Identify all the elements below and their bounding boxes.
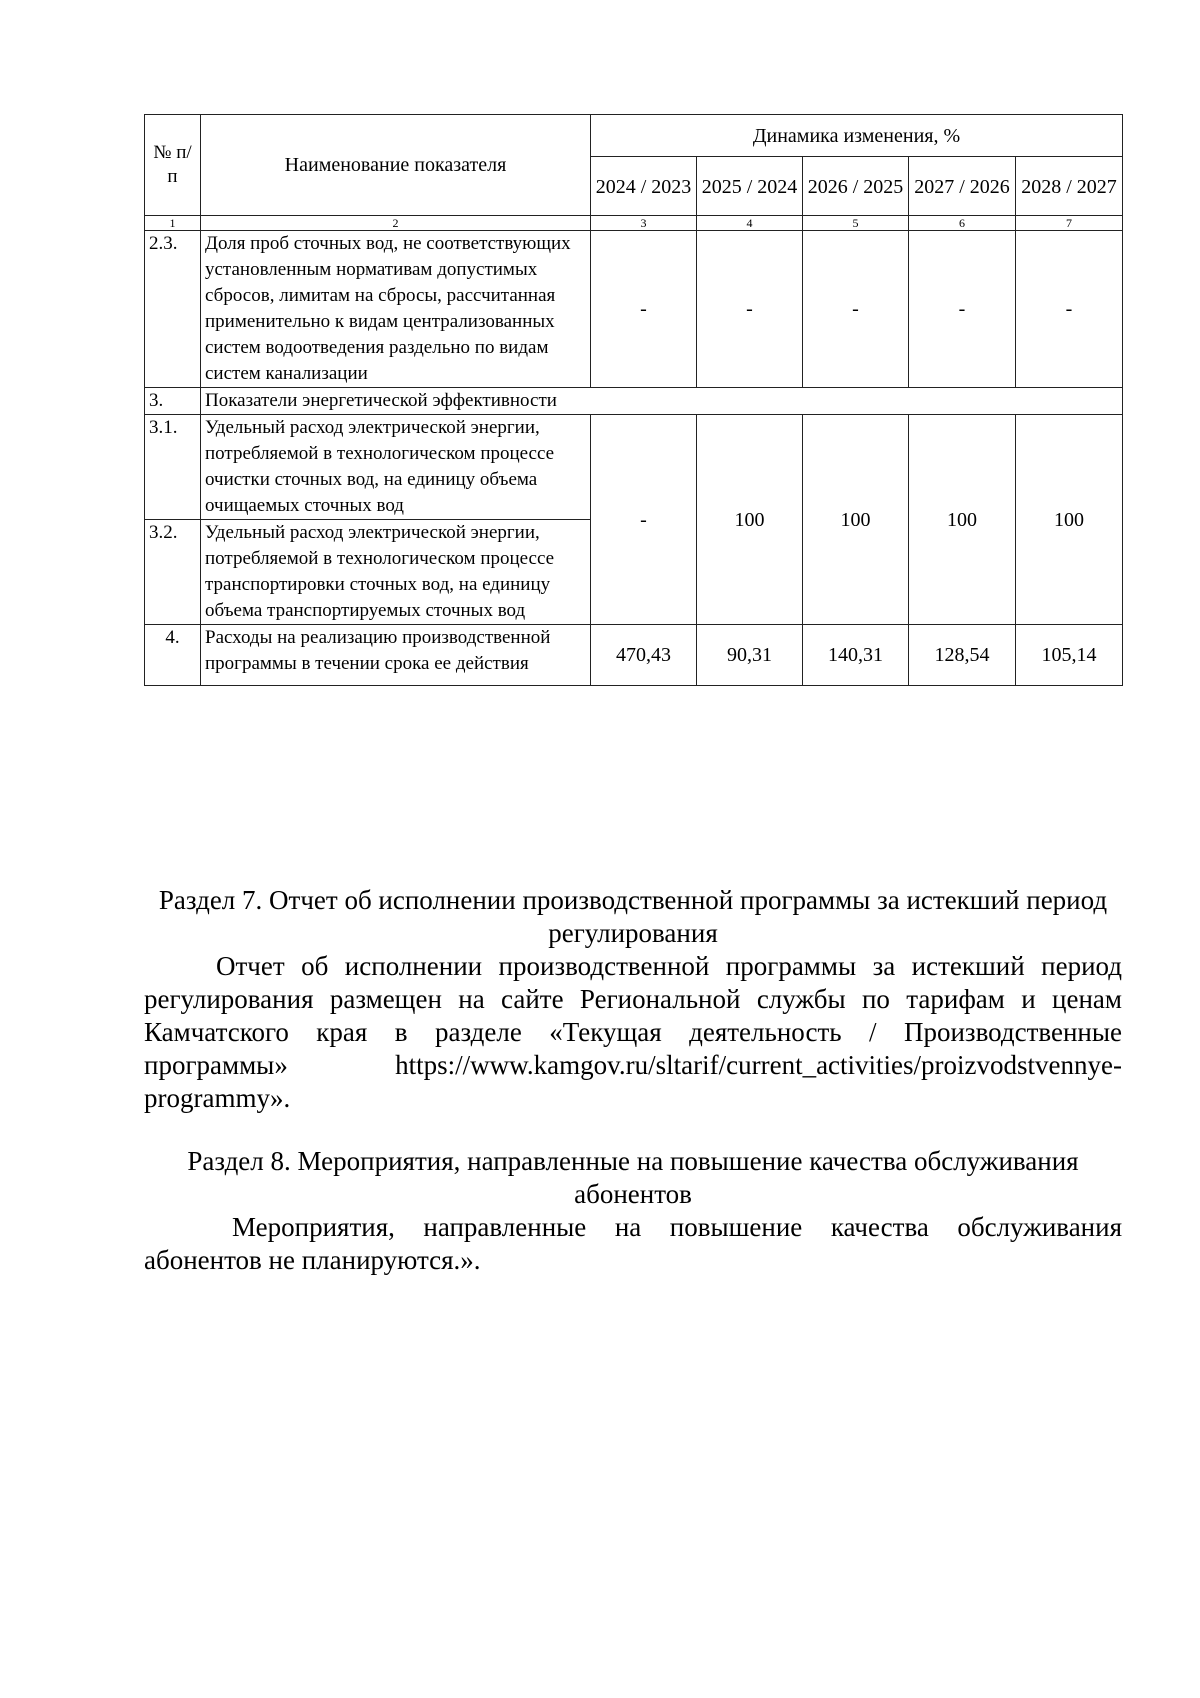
indicators-table (144, 114, 1123, 686)
section-8-title: Раздел 8. Мероприятия, направленные на повышение качества обслуживания абонентов (187, 1146, 1079, 1209)
column-number: 2 (201, 216, 591, 231)
header-year: 2024 / 2023 (591, 157, 697, 216)
column-numbers-row (145, 216, 1123, 231)
section-8-body: Мероприятия, направленные на повышение качества обслуживания абонентов не планируются.». (144, 1212, 1122, 1275)
row-value: 105,14 (1016, 625, 1123, 686)
header-year: 2028 / 2027 (1016, 157, 1123, 216)
section-7-body: Отчет об исполнении производственной программы за истекший период регулирования размещен на сайте Региональной службы по тарифам и ценам Камчатского края в разделе «Текущая деятельность / Производственные программы» https://www.kamgov.ru/sltarif/current_activities/proizvodstvennye-programmy». (144, 951, 1122, 1113)
row-value: 470,43 (591, 625, 697, 686)
table-header-row (145, 115, 1123, 157)
column-number: 7 (1016, 216, 1123, 231)
table-section-row (145, 388, 1123, 415)
row-value: 100 (697, 415, 803, 625)
table-row (145, 415, 1123, 520)
header-dynamics: Динамика изменения, % (591, 115, 1123, 157)
table-row (145, 231, 1123, 388)
row-value: - (591, 231, 697, 388)
header-name: Наименование показателя (201, 115, 591, 216)
row-value: 100 (803, 415, 909, 625)
row-number: 4. (145, 625, 201, 686)
section-7-title: Раздел 7. Отчет об исполнении производственной программы за истекший период регулирования (158, 885, 1108, 948)
column-number: 1 (145, 216, 201, 231)
table-row (145, 625, 1123, 686)
row-number: 3.2. (145, 520, 201, 625)
column-number: 4 (697, 216, 803, 231)
row-number: 3. (145, 388, 201, 415)
header-year: 2026 / 2025 (803, 157, 909, 216)
column-number: 5 (803, 216, 909, 231)
row-value: 140,31 (803, 625, 909, 686)
column-number: 6 (909, 216, 1016, 231)
header-year: 2027 / 2026 (909, 157, 1016, 216)
section-heading: Показатели энергетической эффективности (201, 388, 1123, 415)
row-value: - (591, 415, 697, 625)
row-number: 3.1. (145, 415, 201, 520)
row-number: 2.3. (145, 231, 201, 388)
row-name: Удельный расход электрической энергии, потребляемой в технологическом процессе очистки сточных вод, на единицу объема очищаемых сточных вод (201, 415, 591, 520)
row-value: 100 (1016, 415, 1123, 625)
row-value: 128,54 (909, 625, 1016, 686)
column-number: 3 (591, 216, 697, 231)
row-value: 90,31 (697, 625, 803, 686)
row-name: Удельный расход электрической энергии, потребляемой в технологическом процессе транспортировки сточных вод, на единицу объема транспортируемых сточных вод (201, 520, 591, 625)
header-no: № п/п (145, 115, 201, 216)
row-value: 100 (909, 415, 1016, 625)
row-value: - (803, 231, 909, 388)
row-name: Доля проб сточных вод, не соответствующих установленным нормативам допустимых сбросов, лимитам на сбросы, рассчитанная применительно к видам централизованных систем водоотведения раздельно по видам систем канализации (201, 231, 591, 388)
row-value: - (1016, 231, 1123, 388)
row-value: - (909, 231, 1016, 388)
row-name: Расходы на реализацию производственной программы в течении срока ее действия (201, 625, 591, 686)
header-year: 2025 / 2024 (697, 157, 803, 216)
row-value: - (697, 231, 803, 388)
